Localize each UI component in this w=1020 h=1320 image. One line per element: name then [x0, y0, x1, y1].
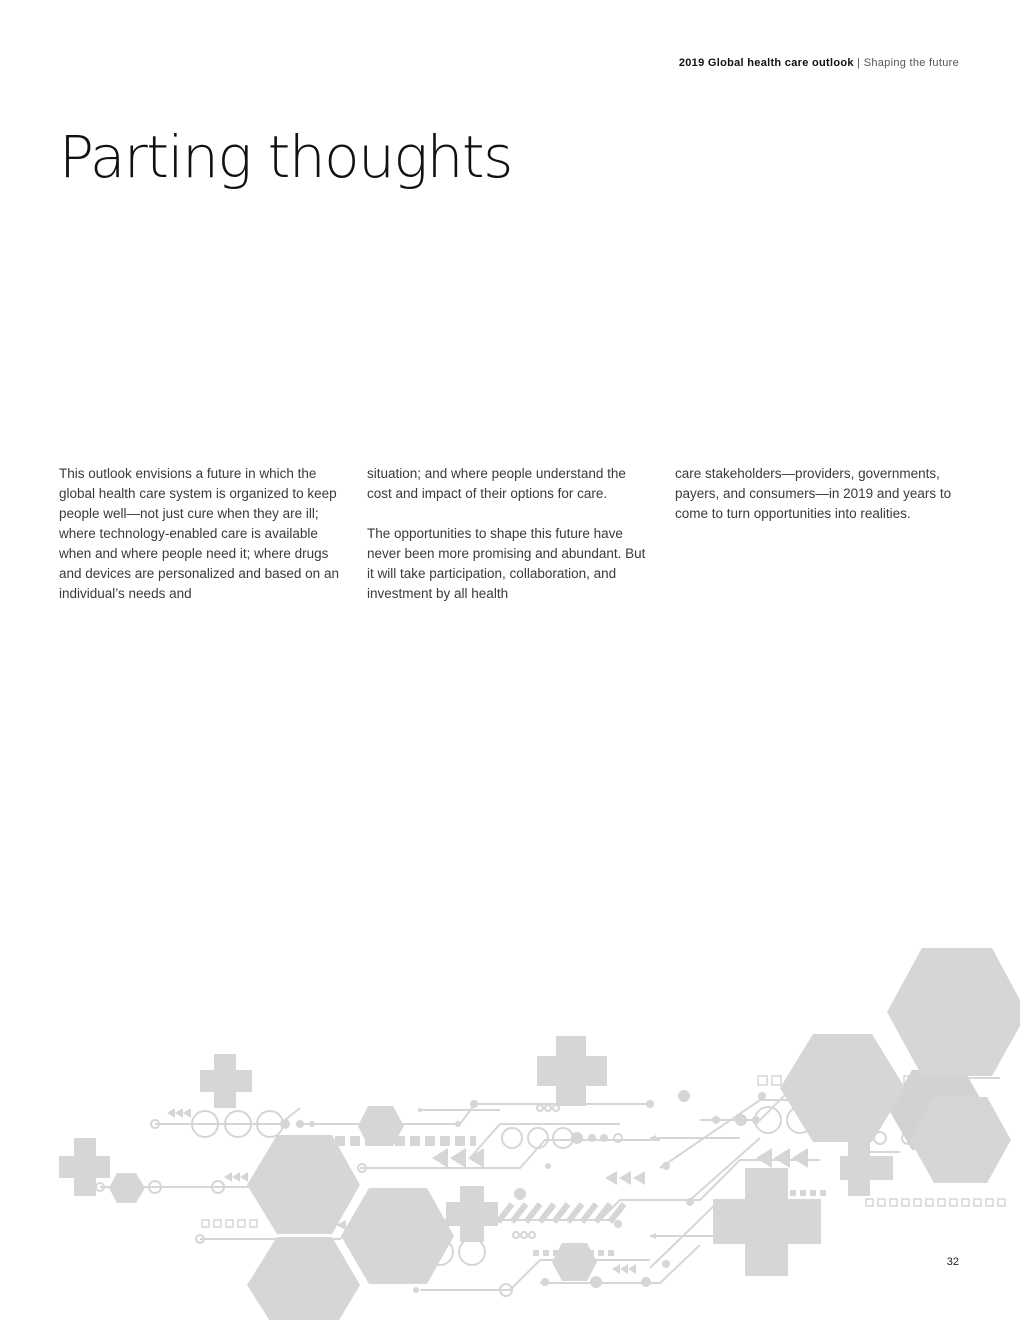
- paragraph: situation; and where people understand the cost and impact of their options for care.: [367, 466, 626, 501]
- paragraph: The opportunities to shape this future have never been more promising and abundant. But it will take participation, collaboration, and investment by all health: [367, 526, 646, 601]
- text-column-1: [59, 464, 345, 604]
- circuit-hexagon-illustration: [0, 930, 1020, 1320]
- header-separator: |: [853, 57, 864, 69]
- report-title: 2019 Global health care outlook: [678, 57, 854, 69]
- paragraph: care stakeholders—providers, governments, payers, and consumers—in 2019 and years to come to turn opportunities into realities.: [675, 466, 952, 521]
- section-name: Shaping the future: [863, 57, 959, 69]
- body-columns: [59, 464, 961, 604]
- text-column-2: [367, 464, 653, 604]
- paragraph: This outlook envisions a future in which the global health care system is organized to keep people well—not just cure when they are ill; where technology-enabled care is available when and where people need it; where drugs and devices are personalized and based on an individual’s needs and: [59, 466, 339, 601]
- running-header: [679, 57, 959, 69]
- text-column-3: [675, 464, 961, 604]
- page-number: 32: [946, 1256, 959, 1268]
- page-title: Parting thoughts: [59, 123, 512, 191]
